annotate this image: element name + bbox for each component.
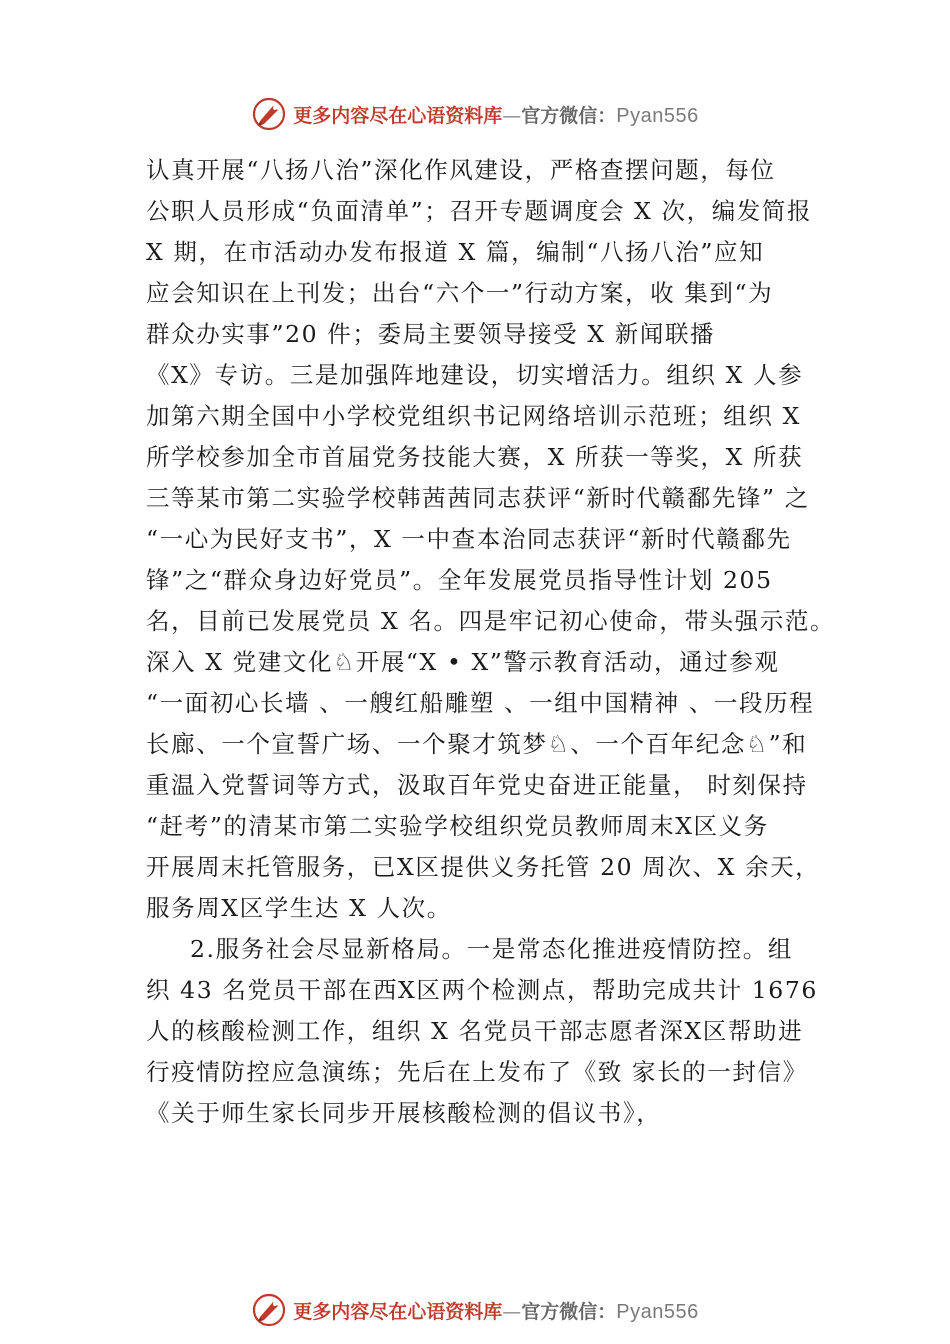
- banner-account-id: Pyan556: [616, 1300, 699, 1323]
- body-line: 认真开展“八扬八治”深化作风建设，严格查摆问题，每位: [146, 156, 776, 184]
- document-body: [146, 150, 846, 1134]
- body-line: 行疫情防控应急演练；先后在上发布了《致 家长的一封信》: [146, 1058, 808, 1086]
- body-line: 长廊、一个宣誓广场、一个聚才筑梦♘、一个百年纪念♘”和: [146, 730, 808, 758]
- body-line: 《X》专访。三是加强阵地建设，切实增活力。组织 X 人参: [146, 361, 804, 389]
- body-line: 服务周Ⅹ区学生达 X 人次。: [146, 894, 452, 922]
- body-line: “一面初心长墙 、一艘红船雕塑 、一组中国精神 、一段历程: [146, 689, 815, 717]
- body-line: 重温入党誓词等方式，汲取百年党史奋进正能量， 时刻保持: [146, 771, 808, 799]
- body-line: 公职人员形成“负面清单”；召开专题调度会 X 次，编发简报: [146, 197, 813, 225]
- body-line: 锋”之“群众身边好党员”。全年发展党员指导性计划 205: [146, 566, 773, 594]
- banner-official-label: 官方微信：: [521, 104, 617, 127]
- banner-official-label: 官方微信：: [521, 1300, 617, 1323]
- footer-banner: [0, 1290, 950, 1330]
- body-line: 加第六期全国中小学校党组织书记网络培训示范班；组织 X: [146, 402, 801, 430]
- body-line: 群众办实事”20 件；委局主要领导接受 X 新闻联播: [146, 320, 716, 348]
- body-line: “赶考”的清某市第二实验学校组织党员教师周末Ⅹ区义务: [146, 812, 769, 840]
- body-line: X 期，在市活动办发布报道 X 篇，编制“八扬八治”应知: [146, 238, 765, 266]
- banner-main-text: 更多内容尽在心语资料库: [293, 104, 503, 127]
- body-line: 开展周末托管服务，已Ⅹ区提供义务托管 20 周次、X 余天，: [146, 853, 821, 881]
- banner-text: [293, 1297, 699, 1324]
- header-banner: [0, 94, 950, 134]
- body-line: 三等某市第二实验学校韩茜茜同志获评“新时代赣鄱先锋” 之: [146, 484, 810, 512]
- banner-dash: —: [502, 104, 522, 127]
- body-line: 人的核酸检测工作，组织 X 名党员干部志愿者深Ⅹ区帮助进: [146, 1017, 804, 1045]
- body-line: 织 43 名党员干部在西Ⅹ区两个检测点，帮助完成共计 1676: [146, 976, 818, 1004]
- banner-main-text: 更多内容尽在心语资料库: [293, 1300, 503, 1323]
- pen-nib-logo-icon: [251, 1292, 287, 1328]
- body-line: 所学校参加全市首届党务技能大赛，X 所获一等奖，X 所获: [146, 443, 804, 471]
- body-line: 深入 X 党建文化♘开展“X • X”警示教育活动，通过参观: [146, 648, 780, 676]
- banner-text: [293, 101, 699, 128]
- banner-account-id: Pyan556: [616, 104, 699, 127]
- pen-nib-logo-icon: [251, 96, 287, 132]
- banner-dash: —: [502, 1300, 522, 1323]
- body-line: 名，目前已发展党员 X 名。四是牢记初心使命，带头强示范。: [146, 607, 836, 635]
- body-line: “一心为民好支书”，X 一中查本治同志获评“新时代赣鄱先: [146, 525, 792, 553]
- body-line: 《关于师生家长同步开展核酸检测的倡议书》，: [146, 1099, 662, 1127]
- body-line: 应会知识在上刊发；出台“六个一”行动方案，收 集到“为: [146, 279, 774, 307]
- paragraph-heading-line: 2.服务社会尽显新格局。一是常态化推进疫情防控。组: [190, 935, 793, 963]
